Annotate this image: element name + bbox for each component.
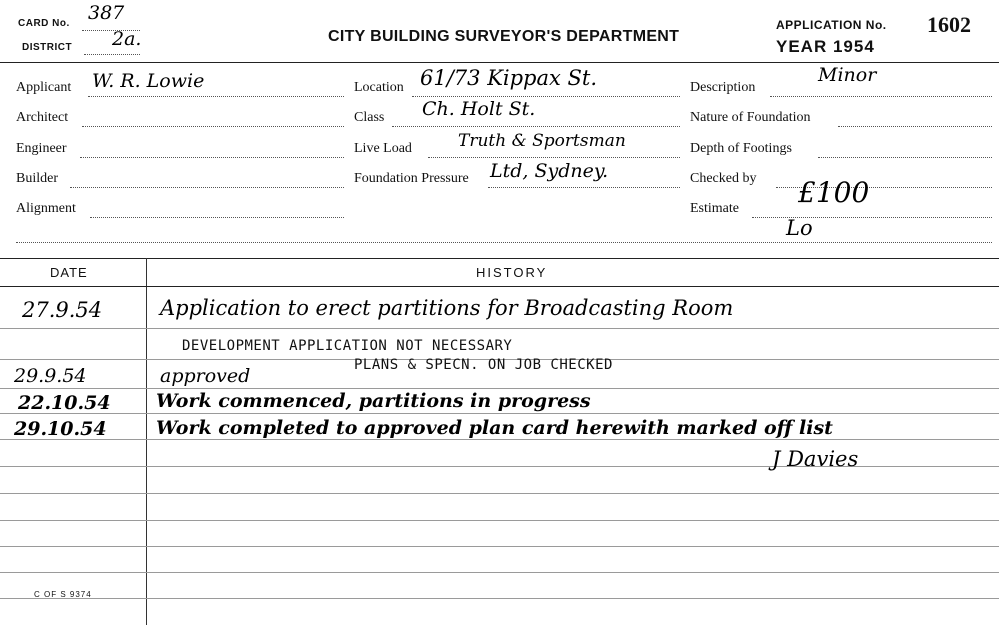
class-value: Ch. Holt St. — [422, 98, 536, 120]
history-date: 29.9.54 — [14, 365, 87, 387]
history-rule — [0, 493, 999, 494]
foundation-pressure-value: Ltd, Sydney. — [490, 160, 609, 182]
live-load-label: Live Load — [354, 141, 412, 156]
alignment-label: Alignment — [16, 201, 76, 216]
history-rule — [0, 520, 999, 521]
nature-of-foundation-label: Nature of Foundation — [690, 110, 811, 125]
plans-checked-stamp: PLANS & SPECN. ON JOB CHECKED — [354, 357, 613, 373]
foundation-pressure-label: Foundation Pressure — [354, 171, 469, 186]
district-line — [84, 54, 140, 55]
description-line — [770, 96, 992, 97]
location-value: 61/73 Kippax St. — [420, 66, 598, 90]
estimate-note: Lo — [786, 216, 813, 240]
builder-label: Builder — [16, 171, 58, 186]
history-text: approved — [160, 365, 251, 387]
history-rule — [0, 598, 999, 599]
form-code: C OF S 9374 — [34, 590, 92, 599]
fields-spare-line — [16, 242, 992, 243]
nature-of-foundation-line — [838, 126, 992, 127]
history-rule — [0, 328, 999, 329]
district-value: 2a. — [112, 28, 142, 50]
date-column-divider — [146, 258, 147, 625]
builder-line — [70, 187, 344, 188]
history-text: Work commenced, partitions in progress — [156, 390, 591, 412]
engineer-label: Engineer — [16, 141, 67, 156]
application-no-label: APPLICATION No. — [776, 18, 887, 32]
description-value: Minor — [818, 64, 877, 86]
estimate-value: £100 — [798, 176, 870, 209]
history-date: 27.9.54 — [22, 298, 103, 322]
class-line — [392, 126, 680, 127]
estimate-label: Estimate — [690, 201, 739, 216]
applicant-value: W. R. Lowie — [92, 70, 205, 92]
history-rule — [0, 439, 999, 440]
live-load-value: Truth & Sportsman — [458, 131, 626, 151]
foundation-pressure-line — [488, 187, 680, 188]
development-stamp: DEVELOPMENT APPLICATION NOT NECESSARY — [182, 338, 513, 354]
architect-label: Architect — [16, 110, 69, 125]
history-rule — [0, 413, 999, 414]
history-text: Application to erect partitions for Broadcasting Room — [160, 296, 734, 320]
history-date: 29.10.54 — [14, 418, 107, 440]
depth-of-footings-line — [818, 157, 992, 158]
department-title: CITY BUILDING SURVEYOR'S DEPARTMENT — [328, 28, 680, 45]
application-no-value: 1602 — [927, 12, 971, 37]
depth-of-footings-label: Depth of Footings — [690, 141, 792, 156]
location-label: Location — [354, 80, 404, 95]
location-line — [412, 96, 680, 97]
history-date: 22.10.54 — [18, 392, 111, 414]
history-rule — [0, 546, 999, 547]
applicant-line — [88, 96, 344, 97]
card-no-label: CARD No. — [18, 18, 70, 29]
header-rule — [0, 62, 999, 63]
card-no-value: 387 — [88, 2, 125, 24]
district-label: DISTRICT — [22, 42, 73, 53]
alignment-line — [90, 217, 344, 218]
history-rule — [0, 388, 999, 389]
history-header: HISTORY — [476, 265, 548, 280]
engineer-line — [80, 157, 344, 158]
application-year: YEAR 1954 — [776, 37, 875, 56]
history-header-rule — [0, 286, 999, 287]
description-label: Description — [690, 80, 756, 95]
history-rule — [0, 572, 999, 573]
live-load-line — [428, 157, 680, 158]
checked-by-label: Checked by — [690, 171, 757, 186]
signature: J Davies — [772, 447, 859, 471]
history-text: Work completed to approved plan card herewith marked off list — [156, 417, 833, 439]
architect-line — [82, 126, 344, 127]
applicant-label: Applicant — [16, 80, 72, 95]
class-label: Class — [354, 110, 385, 125]
history-top-rule — [0, 258, 999, 259]
date-header: DATE — [50, 265, 88, 280]
